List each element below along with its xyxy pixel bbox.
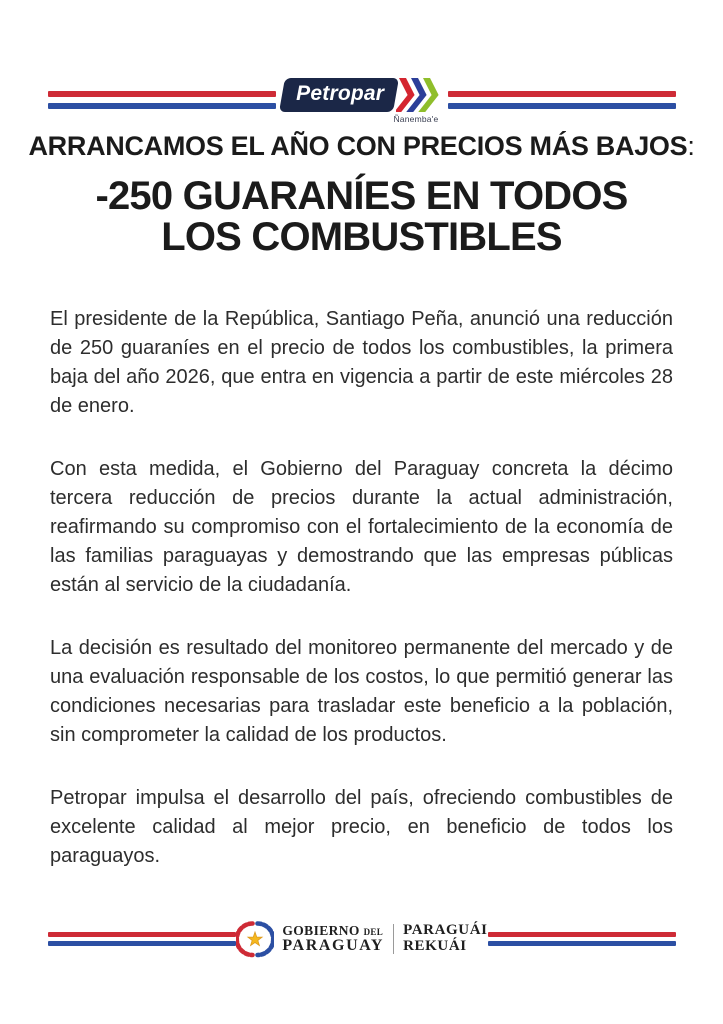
headline-text: ARRANCAMOS EL AÑO CON PRECIOS MÁS BAJOS bbox=[28, 131, 688, 161]
blue-stripe bbox=[448, 103, 676, 109]
gobierno-text: GOBIERNO bbox=[282, 922, 360, 938]
blue-stripe bbox=[488, 941, 676, 946]
page-title-line1: -250 GUARANÍES EN TODOS bbox=[95, 174, 628, 218]
header-flag-stripes-left bbox=[48, 91, 276, 109]
footer-flag-stripes-right bbox=[488, 932, 676, 946]
footer-flag-stripes-left bbox=[48, 932, 236, 946]
paragraph-petropar-mission: Petropar impulsa el desarrollo del país, ofreciendo combustibles de excelente calidad al mejor precio, en beneficio de todos los paraguayos. bbox=[50, 787, 673, 867]
petropar-chevrons-icon bbox=[396, 78, 442, 112]
headline-colon: : bbox=[687, 131, 695, 161]
blue-stripe bbox=[48, 103, 276, 109]
paraguay-emblem-icon bbox=[236, 920, 274, 958]
paraguay-text: PARAGUAY bbox=[282, 936, 385, 954]
petropar-tagline: Ñanemba'e bbox=[393, 114, 439, 124]
petropar-logo bbox=[282, 78, 443, 124]
red-stripe bbox=[48, 932, 236, 937]
page-title bbox=[0, 176, 723, 258]
paragraph-announcement: El presidente de la República, Santiago Peña, anunció una reducción de 250 guaraníes en el precio de todos los combustibles, la primera baja del año 2026, que entra en vigencia a partir de este miércoles 28 de enero. bbox=[50, 308, 673, 417]
government-logo bbox=[236, 920, 487, 958]
gold-star-icon bbox=[248, 932, 262, 946]
red-stripe bbox=[48, 91, 276, 97]
del-text: DEL bbox=[363, 926, 384, 937]
petropar-wordmark: Petropar bbox=[295, 82, 384, 105]
header-brand-bar bbox=[48, 78, 676, 124]
government-wordmark bbox=[282, 924, 384, 955]
paragraph-government-commitment: Con esta medida, el Gobierno del Paraguay concreta la décimo tercera reducción de precios durante la actual administración, reafirmando su compromiso con el fortalecimiento de la economía de las familias paraguayas y demostrando que las empresas públicas están al servicio de la ciudadanía. bbox=[50, 458, 673, 596]
red-stripe bbox=[448, 91, 676, 97]
paragraph-decision-rationale: La decisión es resultado del monitoreo permanente del mercado y de una evaluación responsable de los costos, lo que permitió generar las condiciones necesarias para trasladar este beneficio a la población, sin comprometer la calidad de los productos. bbox=[50, 637, 673, 746]
rekuai-text: REKUÁI bbox=[403, 938, 467, 954]
article-body bbox=[50, 305, 673, 905]
petropar-logo-row bbox=[282, 78, 443, 112]
footer-government-bar bbox=[48, 915, 676, 963]
guarani-wordmark bbox=[403, 923, 488, 955]
headline bbox=[0, 131, 723, 162]
blue-stripe bbox=[48, 941, 236, 946]
petropar-wordmark-box bbox=[279, 78, 399, 112]
paraguai-text: PARAGUÁI bbox=[403, 922, 488, 939]
header-flag-stripes-right bbox=[448, 91, 676, 109]
page-title-line2: LOS COMBUSTIBLES bbox=[161, 215, 562, 259]
red-stripe bbox=[488, 932, 676, 937]
logo-divider bbox=[393, 924, 394, 954]
